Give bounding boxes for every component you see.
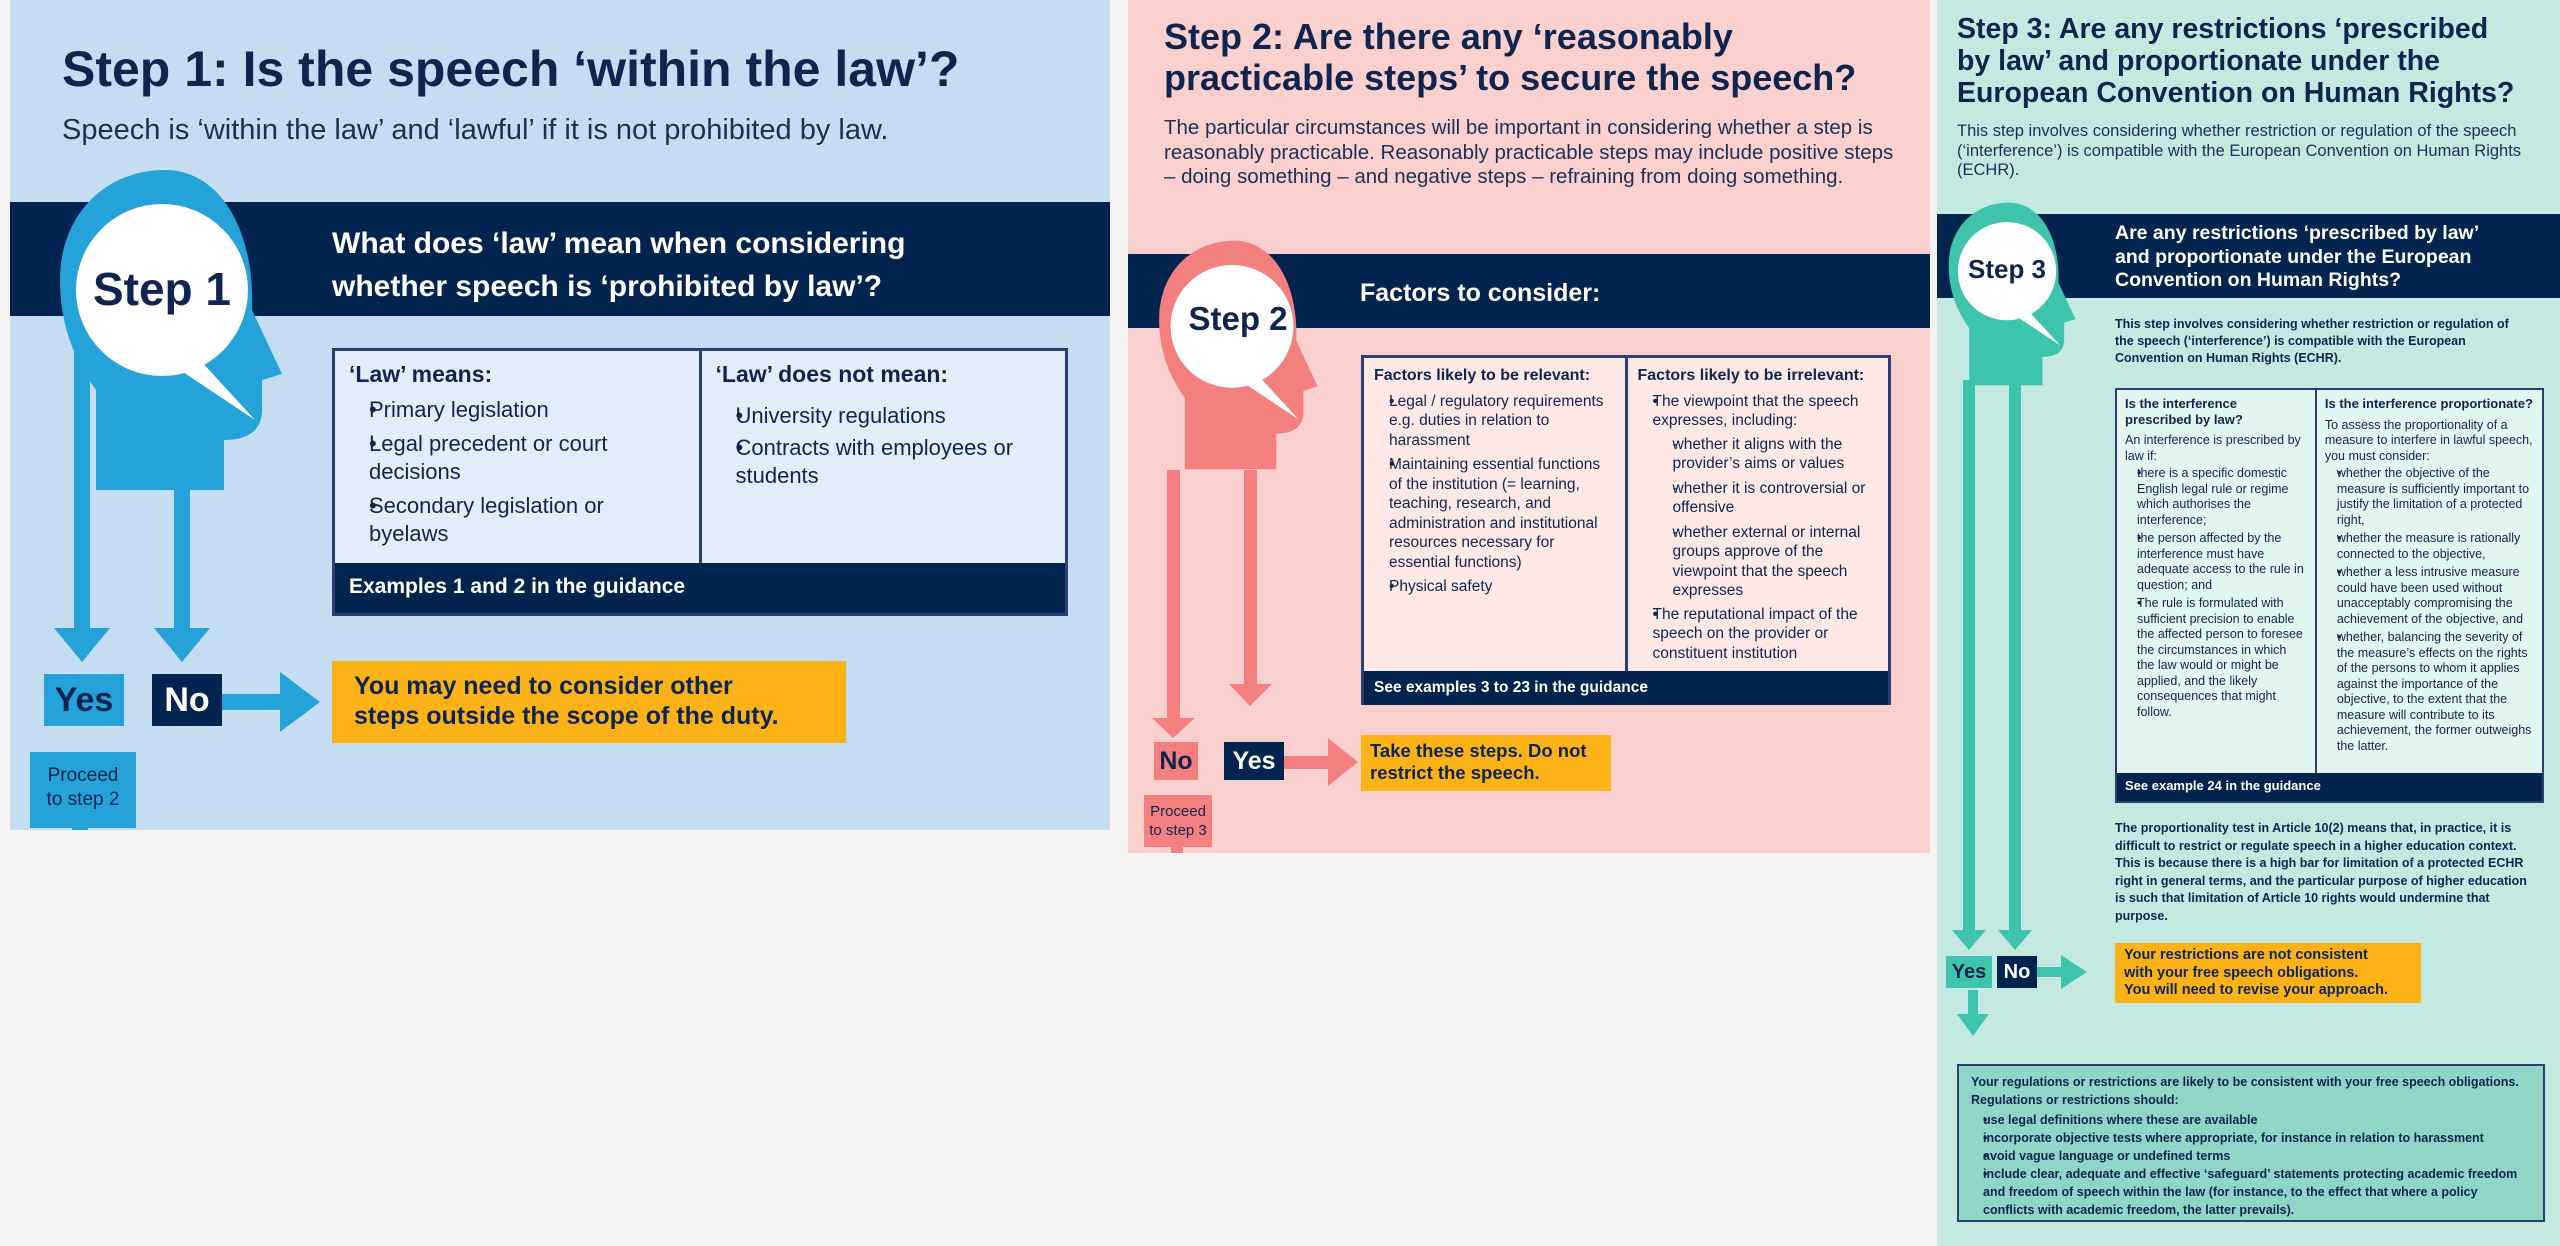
step2-no-tag: No [1154, 742, 1198, 780]
step2-irrelevant-item-1: The viewpoint that the speech expresses, including: [1652, 392, 1859, 429]
step3-outcome-line-1: Your restrictions are not consistent [2124, 947, 2368, 963]
step2-relevant-list [1374, 392, 1615, 597]
step3-final-box [1957, 1064, 2545, 1222]
list-item: • whether a less intrusive measure could have been used without unacceptably compromising the achievement of the objective, and [2325, 565, 2534, 627]
list-item: - whether external or internal groups approve of the viewpoint that the speech expresses [1653, 523, 1879, 601]
step2-proceed-line-2: to step 3 [1149, 822, 1207, 839]
step2-outcome-line-1: Take these steps. Do not [1370, 740, 1587, 761]
step1-no-tag: No [152, 674, 222, 726]
step2-title-line-2: practicable steps’ to secure the speech? [1164, 57, 1857, 98]
list-item: • Maintaining essential functions of the institution (= learning, teaching, research, and administration and institutional resources necessary for essential functions) [1374, 455, 1615, 572]
step3-yes-tag: Yes [1946, 956, 1992, 988]
step2-irrelevant-heading: Factors likely to be irrelevant: [1637, 367, 1865, 384]
step3-question-line-1: Are any restrictions ‘prescribed by law’ [2115, 222, 2480, 244]
list-item: • whether, balancing the severity of the measure’s effects on the rights of the persons to whom it applies against the importance of the objective, to the extent that the measure will contribute to its achievement, the former outweighs the latter. [2325, 630, 2534, 754]
step1-outcome-line-1: You may need to consider other [354, 672, 733, 700]
list-item: • whether the measure is rationally connected to the objective, [2325, 531, 2534, 562]
list-item: • incorporate objective tests where appropriate, for instance in relation to harassment [1971, 1129, 2531, 1147]
step2-yes-tag: Yes [1224, 742, 1284, 780]
step3-title-line-1: Step 3: Are any restrictions ‘prescribed [1957, 13, 2489, 45]
list-item: • use legal definitions where these are available [1971, 1111, 2531, 1129]
list-item: • Primary legislation [349, 396, 685, 424]
step3-tests-table [2115, 388, 2544, 803]
step1-title: Step 1: Is the speech ‘within the law’? [62, 41, 960, 97]
step1-proceed-line-1: Proceed [47, 765, 119, 786]
step1-head-icon [50, 170, 330, 490]
step3-head-label: Step 3 [1967, 254, 2047, 284]
step1-head-label: Step 1 [92, 263, 232, 315]
list-item: • Physical safety [1374, 577, 1615, 597]
step2-panel [1128, 0, 1930, 853]
step3-title-line-3: European Convention on Human Rights? [1957, 77, 2515, 109]
step3-panel [1937, 0, 2560, 1246]
step3-outcome-line-3: You will need to revise your approach. [2124, 982, 2389, 998]
step2-proceed-text [1144, 802, 1212, 840]
step2-outcome-box [1361, 735, 1611, 791]
step3-prescribed-list [2125, 466, 2307, 720]
step3-prescribed-column [2117, 390, 2315, 773]
step2-head-label: Step 2 [1188, 300, 1288, 337]
list-item: • Secondary legislation or byelaws [349, 492, 685, 548]
step3-final-line-1: Your regulations or restrictions are likely to be consistent with your free speech obligations. [1971, 1075, 2519, 1089]
step1-law-not-heading: ‘Law’ does not mean: [715, 361, 949, 387]
step3-body-intro: This step involves considering whether restriction or regulation of the speech (‘interference’) is compatible with the European Convention on Human Rights (ECHR). [2115, 317, 2509, 365]
list-item [1638, 392, 1879, 601]
step2-intro: The particular circumstances will be important in considering whether a step is reasonably practicable. Reasonably practicable steps may include positive steps – doing something – and negative steps – refraining from doing something. [1164, 116, 1894, 188]
step3-proportionate-column [2315, 390, 2542, 773]
list-item: - whether it aligns with the provider’s aims or values [1653, 435, 1879, 474]
list-item: • include clear, adequate and effective ‘safeguard’ statements protecting academic freedom and freedom of speech within the law (for instance, to the effect that where a policy conflicts with academic freedom, the latter prevails). [1971, 1165, 2531, 1219]
step1-yes-tag: Yes [44, 674, 124, 726]
step3-title-line-2: by law’ and proportionate under the [1957, 45, 2440, 77]
step2-outcome-line-2: restrict the speech. [1370, 762, 1540, 783]
step3-table-footer: See example 24 in the guidance [2117, 773, 2542, 801]
step3-outcome-box [2115, 943, 2421, 1003]
step1-law-not-column [699, 351, 1066, 563]
step2-question: Factors to consider: [1360, 279, 1601, 307]
step1-law-means-heading: ‘Law’ means: [349, 361, 493, 387]
list-item: • The reputational impact of the speech on the provider or constituent institution [1638, 605, 1879, 664]
list-item: • there is a specific domestic English legal rule or regime which authorises the interference; [2125, 466, 2307, 528]
step2-irrelevant-column [1625, 358, 1889, 671]
step3-question-line-2: and proportionate under the European [2115, 245, 2472, 268]
step1-proceed-line-2: to step 2 [46, 789, 120, 810]
step1-law-table [332, 348, 1068, 616]
step1-panel [10, 0, 1110, 830]
step3-question-line-3: Convention on Human Rights? [2115, 269, 2401, 291]
list-item: • University regulations [716, 402, 1052, 430]
step3-final-list [1971, 1111, 2531, 1219]
list-item: - whether it is controversial or offensive [1653, 479, 1879, 518]
step2-title [1164, 16, 1856, 98]
step1-law-means-column [335, 351, 699, 563]
step1-question-line-2: whether speech is ‘prohibited by law’? [332, 270, 883, 303]
step1-outcome-box [332, 661, 846, 743]
list-item: • the person affected by the interference must have adequate access to the rule in question; and [2125, 531, 2307, 593]
step1-law-not-list [716, 402, 1052, 490]
step3-prescribed-intro: An interference is prescribed by law if: [2125, 433, 2301, 463]
step1-table-footer: Examples 1 and 2 in the guidance [335, 563, 1065, 613]
step2-relevant-column [1364, 358, 1625, 671]
step3-proportionate-list [2325, 466, 2534, 754]
step3-head-icon [1943, 194, 2103, 394]
step1-question-line-1: What does ‘law’ mean when considering [332, 227, 906, 260]
list-item: • whether the objective of the measure is sufficiently important to justify the limitation of a protected right, [2325, 466, 2534, 528]
step3-proportionate-intro: To assess the proportionality of a measure to interfere in lawful speech, you must consider: [2324, 417, 2533, 463]
step3-intro: This step involves considering whether restriction or regulation of the speech (‘interference’) is compatible with the European Convention on Human Rights (ECHR). [1957, 122, 2522, 179]
step2-irrelevant-sublist [1653, 435, 1879, 601]
step2-relevant-heading: Factors likely to be relevant: [1374, 367, 1591, 384]
step1-law-means-list [349, 396, 685, 548]
step2-head-icon [1152, 230, 1352, 480]
step2-title-line-1: Step 2: Are there any ‘reasonably [1164, 16, 1733, 57]
list-item: • avoid vague language or undefined terms [1971, 1147, 2531, 1165]
step1-proceed-text [30, 764, 136, 812]
step3-title [1957, 13, 2514, 109]
step3-proportionality-note: The proportionality test in Article 10(2) means that, in practice, it is difficult to restrict or regulate speech in a higher education context. This is because there is a high bar for limitation of a protected ECHR right in general terms, and the particular purpose of higher education is such that limitation of Article 10 rights would undermine that purpose. [2115, 821, 2527, 923]
list-item: • Legal / regulatory requirements e.g. duties in relation to harassment [1374, 392, 1615, 451]
step1-outcome-line-2: steps outside the scope of the duty. [354, 702, 779, 730]
list-item: • Contracts with employees or students [716, 434, 1052, 490]
step1-question [332, 222, 905, 308]
step3-outcome-line-2: with your free speech obligations. [2124, 964, 2359, 981]
list-item: • The rule is formulated with sufficient precision to enable the affected person to foresee the circumstances in which the law would or might be applied, and the likely consequences that might follow. [2125, 596, 2307, 720]
step3-final-line-2: Regulations or restrictions should: [1971, 1093, 2179, 1107]
step2-proceed-line-1: Proceed [1150, 803, 1206, 820]
step2-factors-table [1361, 355, 1891, 705]
list-item: • Legal precedent or court decisions [349, 430, 685, 486]
step3-proportionate-heading: Is the interference proportionate? [2324, 396, 2533, 411]
step3-no-tag: No [1997, 956, 2037, 988]
step3-prescribed-heading: Is the interference prescribed by law? [2125, 396, 2243, 427]
step3-question [2115, 222, 2479, 293]
step2-table-footer: See examples 3 to 23 in the guidance [1364, 671, 1888, 705]
step2-irrelevant-list [1638, 392, 1879, 664]
step1-subtitle: Speech is ‘within the law’ and ‘lawful’ if it is not prohibited by law. [62, 114, 889, 146]
